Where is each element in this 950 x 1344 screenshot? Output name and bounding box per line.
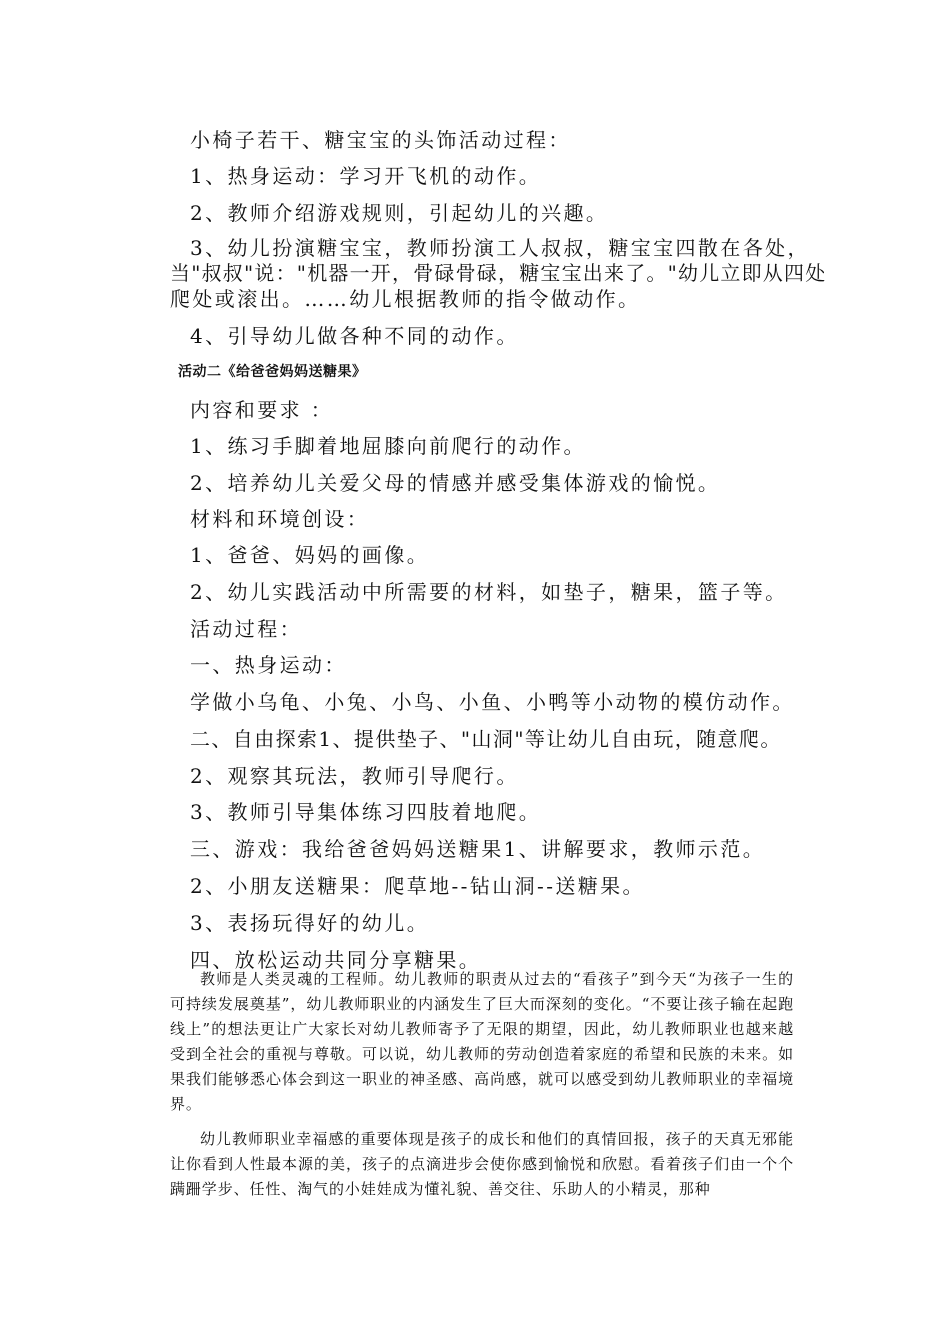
text-line: 2、培养幼儿关爱父母的情感并感受集体游戏的愉悦。 [190,471,721,495]
text-line: 1、练习手脚着地屈膝向前爬行的动作。 [190,434,586,458]
text-line: 3、幼儿扮演糖宝宝，教师扮演工人叔叔，糖宝宝四散在各处， [190,236,810,260]
essay-paragraph-2 [170,1127,794,1202]
text-line: 当"叔叔"说："机器一开，骨碌骨碌，糖宝宝出来了。"幼儿立即从四处 [170,261,827,285]
activity-heading: 活动二《给爸爸妈妈送糖果》 [178,364,367,380]
text-line: 2、教师介绍游戏规则，引起幼儿的兴趣。 [190,201,609,225]
text-line: 活动过程： [190,617,302,641]
text-line: 爬处或滚出。……幼儿根据教师的指令做动作。 [170,287,641,311]
text-line: 材料和环境创设： [190,507,370,531]
text-line: 内容和要求 ： [190,398,334,422]
text-line: 1、热身运动：学习开飞机的动作。 [190,164,542,188]
essay-paragraph-1 [170,967,794,1117]
text-line: 三、游戏：我给爸爸妈妈送糖果1、讲解要求，教师示范。 [190,837,766,861]
text-line: 学做小乌龟、小兔、小鸟、小鱼、小鸭等小动物的模仿动作。 [190,690,795,714]
text-line: 3、教师引导集体练习四肢着地爬。 [190,800,542,824]
paragraph-text: 幼儿教师职业幸福感的重要体现是孩子的成长和他们的真情回报，孩子的天真无邪能让你看到人性最本源的美，孩子的点滴进步会使你感到愉悦和欣慰。看着孩子们由一个个蹒跚学步、任性、淘气的小娃娃成为懂礼貌、善交往、乐助人的小精灵，那种 [170,1130,794,1198]
text-line: 二、自由探索1、提供垫子、"山洞"等让幼儿自由玩，随意爬。 [190,727,782,751]
text-line: 四、放松运动共同分享糖果。 [190,948,482,972]
text-line: 2、小朋友送糖果：爬草地--钻山洞--送糖果。 [190,874,645,898]
text-line: 3、表扬玩得好的幼儿。 [190,911,430,935]
text-line: 2、观察其玩法，教师引导爬行。 [190,764,519,788]
text-line: 小椅子若干、糖宝宝的头饰活动过程： [190,128,571,152]
text-line: 1、爸爸、妈妈的画像。 [190,543,430,567]
text-line: 一、热身运动： [190,653,347,677]
text-line: 4、引导幼儿做各种不同的动作。 [190,324,519,348]
text-line: 2、幼儿实践活动中所需要的材料，如垫子，糖果，篮子等。 [190,580,788,604]
paragraph-text: 教师是人类灵魂的工程师。幼儿教师的职责从过去的“看孩子”到今天“为孩子一生的可持续发展奠基”，幼儿教师职业的内涵发生了巨大而深刻的变化。“不要让孩子输在起跑线上”的想法更让广大家长对幼儿教师寄予了无限的期望，因此，幼儿教师职业也越来越受到全社会的重视与尊敬。可以说，幼儿教师的劳动创造着家庭的希望和民族的未来。如果我们能够悉心体会到这一职业的神圣感、高尚感，就可以感受到幼儿教师职业的幸福境界。 [170,970,794,1113]
